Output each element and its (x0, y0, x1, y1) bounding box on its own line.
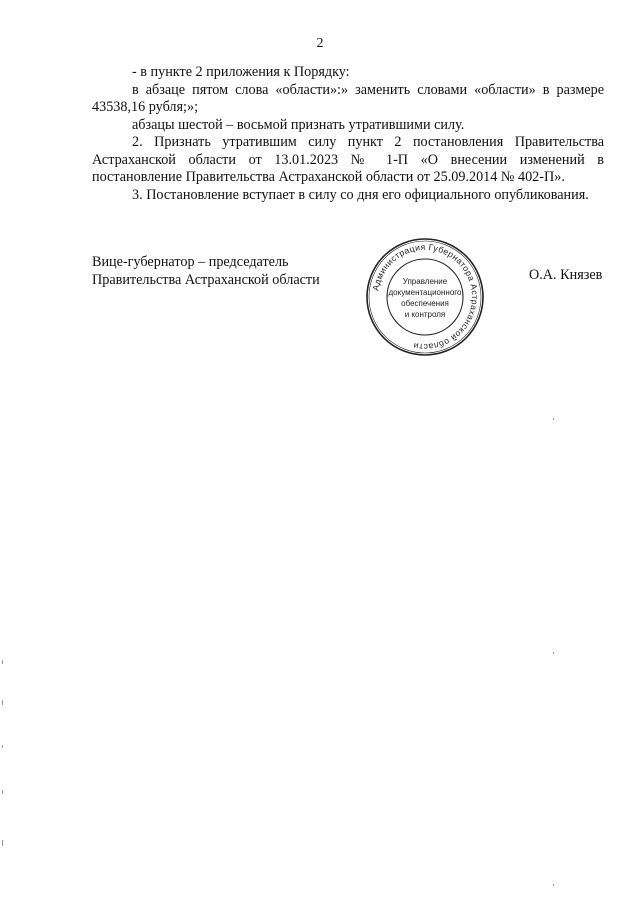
scan-mark (2, 790, 3, 794)
signatory-name: О.А. Князев (529, 267, 603, 283)
scan-mark (2, 745, 3, 748)
paragraph-2: в абзаце пятом слова «области»:» заменить словами «области» в размере 43538,16 рубля;»; (92, 81, 604, 115)
official-stamp (364, 236, 486, 358)
stamp-graphic (364, 236, 486, 358)
scan-mark (2, 840, 3, 846)
scan-mark (553, 652, 554, 654)
scan-mark (553, 418, 554, 420)
paragraph-5: 3. Постановление вступает в силу со дня его официального опубликования. (132, 186, 589, 203)
paragraph-3: абзацы шестой – восьмой признать утратившими силу. (132, 116, 465, 133)
scan-mark (2, 700, 3, 705)
stamp-outer-ring-inner (369, 241, 481, 353)
stamp-center-line-3: обеспечения (401, 299, 449, 308)
paragraph-4: 2. Признать утратившим силу пункт 2 постановления Правительства Астраханской области от 13.01.2023 № 1-П «О внесении изменений в постановление Правительства Астраханской области от 25.09.2014 № 402-П». (92, 134, 604, 185)
stamp-center-line-4: и контроля (404, 310, 446, 319)
scan-mark (553, 884, 554, 886)
page-number: 2 (316, 36, 324, 51)
signatory-position-line-2: Правительства Астраханской области (92, 271, 320, 288)
stamp-inner-ring (387, 259, 463, 335)
scan-mark (2, 660, 3, 664)
signatory-position (92, 254, 320, 289)
stamp-outer-ring (367, 239, 483, 355)
stamp-center-line-2: документационного (388, 288, 462, 297)
paragraph-1: - в пункте 2 приложения к Порядку: (132, 64, 350, 80)
body-text (92, 64, 604, 204)
stamp-ring-text: Администрация Губернатора Астраханской области (370, 241, 481, 353)
stamp-center-line-1: Управление (402, 277, 448, 286)
signatory-position-line-1: Вице-губернатор – председатель (92, 254, 289, 270)
